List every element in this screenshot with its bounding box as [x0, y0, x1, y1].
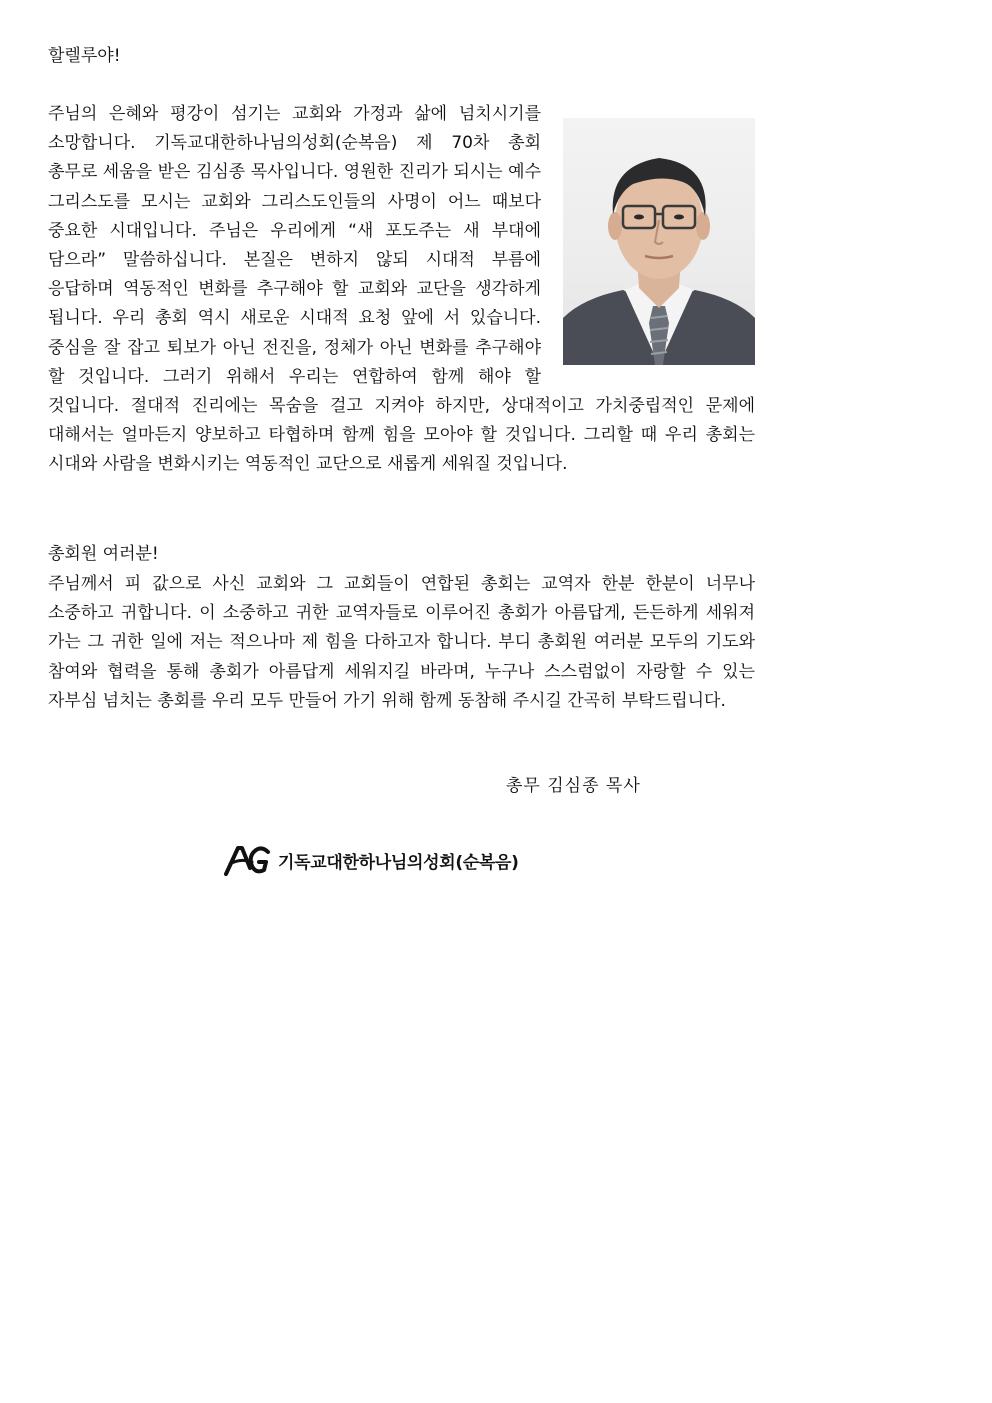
organization-name: 기독교대한하나님의성회(순복음)	[278, 852, 519, 873]
section-title: 총회원 여러분!	[48, 544, 159, 564]
signature: 총무 김심종 목사	[506, 776, 641, 796]
organization-logo	[224, 842, 519, 878]
portrait-photo	[563, 118, 755, 365]
paragraph-2: 주님께서 피 값으로 사신 교회와 그 교회들이 연합된 총회는 교역자 한분 한분이 너무나 소중하고 귀합니다. 이 소중하고 귀한 교역자들로 이루어진 총회가 아름답게, 든든하게 세워져 가는 그 귀한 일에 저는 적으나마 제 힘을 다하고자 합니다. 부디 총회원 여러분 모두의 기도와 참여와 협력을 통해 총회가 아름답게 세워지길 바라며, 누구나 스스럼없이 자랑할 수 있는 자부심 넘치는 총회를 우리 모두 만들어 가기 위해 함께 동참해 주시길 간곡히 부탁드립니다.	[48, 574, 755, 711]
ag-logo-icon	[224, 842, 272, 878]
letter-body	[48, 100, 755, 480]
greeting: 할렐루야!	[48, 46, 121, 66]
paragraph-1: 주님의 은혜와 평강이 섬기는 교회와 가정과 삶에 넘치시기를 소망합니다. 기독교대한하나님의성회(순복음) 제 70차 총회 총무로 세움을 받은 김심종 목사입니다. 영원한 진리가 되시는 예수 그리스도를 모시는 교회와 그리스도인들의 사명이 어느 때보다 중요한 시대입니다. 주님은 우리에게 “새 포도주는 새 부대에 담으라” 말씀하십니다. 본질은 변하지 않되 시대적 부름에 응답하며 역동적인 변화를 추구해야 할 교회와 교단을 생각하게 됩니다. 우리 총회 역시 새로운 시대적 요청 앞에 서 있습니다. 중심을 잘 잡고 퇴보가 아닌 전진을, 정체가 아닌 변화를 추구해야 할 것입니다. 그러기 위해서 우리는 연합하여 함께 해야 할 것입니다. 절대적 진리에는 목숨을 걸고 지켜야 하지만, 상대적이고 가치중립적인 문제에 대해서는 얼마든지 양보하고 타협하며 함께 힘을 모아야 할 것입니다. 그리할 때 우리 총회는 시대와 사람을 변화시키는 역동적인 교단으로 새롭게 세워질 것입니다.	[48, 104, 755, 475]
